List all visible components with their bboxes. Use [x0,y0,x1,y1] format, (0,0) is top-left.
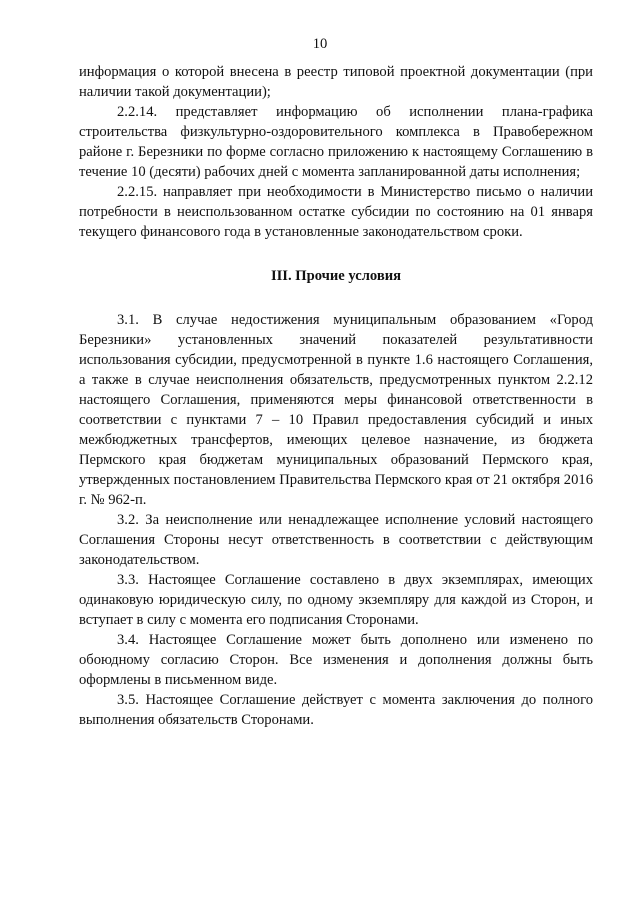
document-body [79,62,593,730]
section-heading: III. Прочие условия [270,268,402,284]
paragraph-continuation: информация о которой внесена в реестр типовой проектной документации (при наличии такой документации); [79,64,593,100]
paragraph-3-5: 3.5. Настоящее Соглашение действует с момента заключения до полного выполнения обязательств Сторонами. [79,692,593,728]
paragraph-2-2-15: 2.2.15. направляет при необходимости в Министерство письмо о наличии потребности в неиспользованном остатке субсидии по состоянию на 01 января текущего финансового года в установленные законодательством сроки. [79,184,593,240]
paragraph-3-3: 3.3. Настоящее Соглашение составлено в двух экземплярах, имеющих одинаковую юридическую силу, по одному экземпляру для каждой из Сторон, и вступает в силу с момента его подписания Сторонами. [79,572,593,628]
paragraph-3-2: 3.2. За неисполнение или ненадлежащее исполнение условий настоящего Соглашения Стороны несут ответственность в соответствии с действующим законодательством. [79,512,593,568]
paragraph-2-2-14: 2.2.14. представляет информацию об исполнении плана-графика строительства физкультурно-оздоровительного комплекса в Правобережном районе г. Березники по форме согласно приложению к настоящему Соглашению в течение 10 (десяти) рабочих дней с момента запланированной даты исполнения; [79,104,593,180]
paragraph-3-4: 3.4. Настоящее Соглашение может быть дополнено или изменено по обоюдному согласию Сторон. Все изменения и дополнения должны быть оформлены в письменном виде. [79,632,593,688]
page-number: 10 [312,36,328,52]
paragraph-3-1: 3.1. В случае недостижения муниципальным образованием «Город Березники» установленных значений показателей результативности использования субсидии, предусмотренной в пункте 1.6 настоящего Соглашения, а также в случае неисполнения обязательств, предусмотренных пунктом 2.2.12 настоящего Соглашения, применяются меры финансовой ответственности в соответствии с пунктами 7 – 10 Правил предоставления субсидий и иных межбюджетных трансфертов, имеющих целевое назначение, из бюджета Пермского края бюджетам муниципальных образований Пермского края, утвержденных постановлением Правительства Пермского края от 21 октября 2016 г. № 962-п. [79,312,593,508]
